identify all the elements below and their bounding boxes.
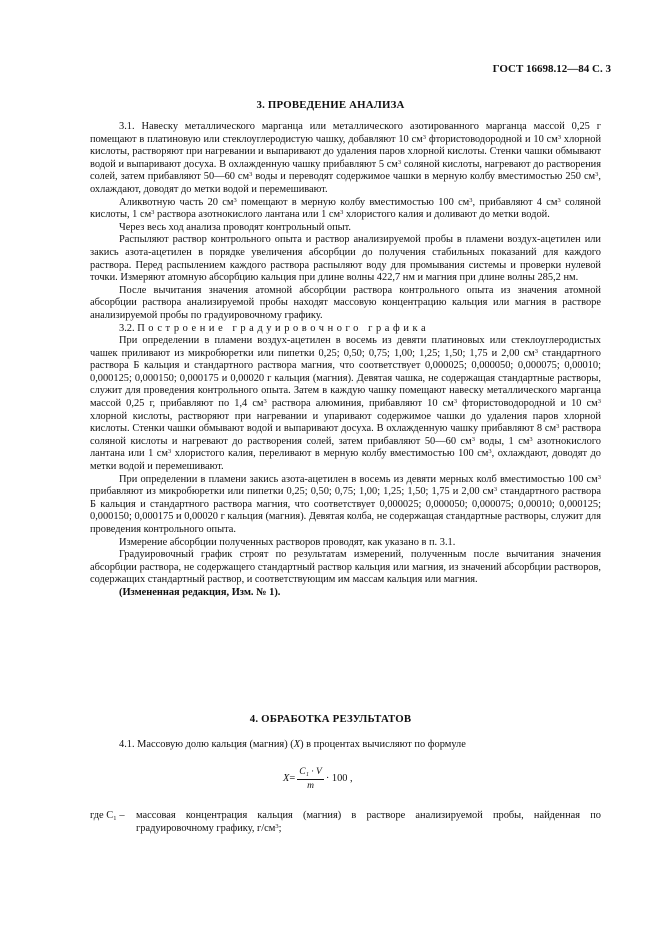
formula [283,767,353,792]
section-3-title: 3. ПРОВЕДЕНИЕ АНАЛИЗА [256,99,405,111]
where-text: массовая концентрация кальция (магния) в растворе анализируемой пробы, найденная по градуировочному графику, $г/см^3$; [136,810,601,834]
paragraph-measure: Измерение абсорбции полученных растворов проводят, как указано в п. 3.1. [119,536,456,548]
paragraph-air-acetylene: При определении в пламени воздух-ацетилен в восемь из девяти платиновых или стеклоуглеродистых чашек приливают из микробюретки или пипетки 0,25; 0,50; 0,75; 1,00; 1,25; 1,50; 1,75 и 2,00 $см^3$ стандартного раствора Б кальция и стандартного раствора магния, что соответствует 0,000025; 0,000050; 0,000075; 0,00010; 0,000125; 0,000150; 0,000175 и 0,00020 г кальция (магния). Девятая чашка, не содержащая стандартные растворы, служит для проведения контрольного опыта. Затем в каждую чашку помещают навеску металлического марганца массой 0,25 г, прибавляют по 1,4 $см^3$ раствора алюминия, прибавляют 10 $см^3$ фтористоводородной и 10 $см^3$ хлорной кислоты, растворяют при нагревании и упаривают содержимое чашки до удаления паров хлорной кислоты. Стенки чашки обмывают водой и выпаривают досуха. В охлажденную чашку прибавляют 8 $см^3$ раствора соляной кислоты и нагревают до растворения солей, затем прибавляют 50—60 $см^3$ воды, 1 $см^3$ азотнокислого лантана или 1 $см^3$ хлористого калия, переливают в мерную колбу вместимостью 100 $см^3$, охлаждают, доводят до метки водой и перемешивают. [90,335,601,473]
page-header: ГОСТ 16698.12—84 С. 3 [492,63,611,75]
where-label: где C₁ – [90,810,125,821]
formula-numerator: C₁ · V [297,767,324,780]
formula-equals: = [289,773,296,785]
formula-rhs: · 100 , [325,773,353,785]
paragraph-aliquot: Аликвотную часть 20 $см^3$ помещают в мерную колбу вместимостью 100 $см^3$, прибавляют 4 $см^3$ соляной кислоты, 1 $см^3$ раствора азотнокислого лантана или 1 $см^3$ хлористого калия и доливают до метки водой. [90,196,601,221]
paragraph-nitrous-oxide: При определении в пламени закись азота-ацетилен в восемь из девяти мерных колб вместимостью 100 $см^3$ прибавляют из микробюретки или пипетки 0,25; 0,50; 0,75; 1,00; 1,25; 1,50; 1,75 и 2,00 $см^3$ стандартного раствора Б кальция и стандартного раствора магния, что соответствует 0,000025; 0,000050; 0,000075; 0,00010; 0,000125; 0,000150; 0,000175 и 0,00020 г кальция (магния). Девятая колба, не содержащая стандартные растворы, служит для проведения контрольного опыта. [90,473,601,535]
paragraph-control: Через весь ход анализа проводят контрольный опыт. [119,221,351,233]
paragraph-subtract: После вычитания значения атомной абсорбции раствора контрольного опыта из значения атомной абсорбции раствора анализируемой пробы находят массовую концентрацию кальция или магния в растворе анализируемой пробы по градуировочному графику. [90,284,601,321]
paragraph-4-1: 4.1. Массовую долю кальция (магния) (X) в процентах вычисляют по формуле [119,739,466,750]
section-3-body [90,121,601,600]
paragraph-3-1: 3.1. Навеску металлического марганца или металлического азотированного марганца массой 0,25 г помещают в платиновую или стеклоуглеродистую чашку, добавляют 10 $см^3$ фтористоводородной и 10 $см^3$ хлорной кислоты, растворяют при нагревании и выпаривают до удаления паров хлорной кислоты. Стенки чашки обмывают водой и выпаривают досуха. В охлажденную чашку прибавляют 5 $см^3$ соляной кислоты, нагревают до растворения солей, затем прибавляют 50—60 $см^3$ воды и переводят содержимое чашки в мерную колбу вместимостью 250 $см^3$, охлаждают, доводят до метки водой и перемешивают. [90,121,602,195]
amendment-note: (Измененная редакция, Изм. № 1). [119,586,281,598]
formula-fraction [297,767,324,792]
formula-lhs: X [283,773,290,785]
where-clause [90,810,601,835]
formula-denominator: m [307,781,314,791]
section-4-title: 4. ОБРАБОТКА РЕЗУЛЬТАТОВ [249,713,412,725]
paragraph-spray: Распыляют раствор контрольного опыта и раствор анализируемой пробы в пламени воздух-ацетилен или закись азота-ацетилен в порядке увеличения абсорбции до получения стабильных показаний для каждого раствора. Перед распылением каждого раствора распыляют воду для промывания системы и проверки нулевой точки. Измеряют атомную абсорбцию кальция при длине волны 422,7 нм и магния при длине волны 285,2 нм. [90,234,601,284]
paragraph-graph: Градуировочный график строят по результатам измерений, полученным после вычитания значения абсорбции раствора, не содержащего стандартный раствор кальция или магния, из значений абсорбции растворов, содержащих стандартный раствор, и соответствующим им массам кальция или магния. [90,549,601,586]
paragraph-3-2: 3.2. Построение градуировочного графика [119,322,430,334]
section-4-body [90,739,601,752]
